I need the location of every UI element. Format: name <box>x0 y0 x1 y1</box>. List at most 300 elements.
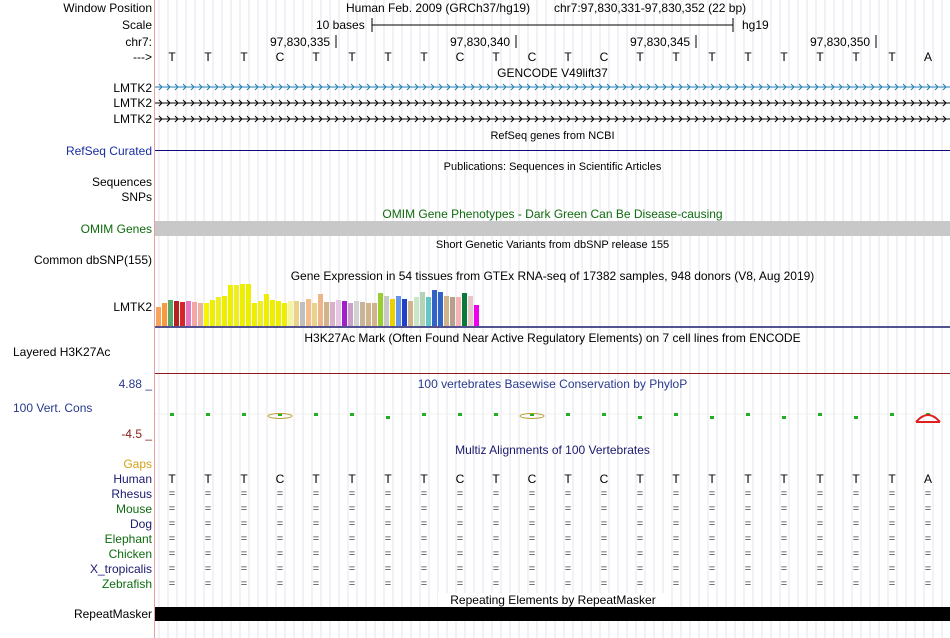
phylop-track-title[interactable]: 100 vertebrates Basewise Conservation by PhyloP <box>417 377 688 391</box>
alignment-match: = <box>780 503 788 515</box>
alignment-match: = <box>384 533 392 545</box>
gencode-transcripts[interactable] <box>155 80 950 128</box>
alignment-match: = <box>924 488 932 500</box>
human-base: T <box>636 472 644 486</box>
human-base: T <box>852 472 860 486</box>
alignment-match: = <box>204 533 212 545</box>
alignment-match: = <box>852 503 860 515</box>
gtex-tissue-bar <box>378 293 383 326</box>
chr-label: chr7: <box>125 35 152 49</box>
alignment-match: = <box>456 518 464 530</box>
alignment-match: = <box>780 533 788 545</box>
refseq-label[interactable]: RefSeq Curated <box>65 144 152 158</box>
human-base: A <box>923 472 932 486</box>
gtex-tissue-bar <box>270 300 275 326</box>
alignment-match: = <box>852 518 860 530</box>
alignment-match: = <box>600 548 608 560</box>
gtex-tissue-bar <box>456 297 461 326</box>
base-letter: T <box>312 50 320 64</box>
gtex-tissue-bar <box>408 301 413 326</box>
alignment-match: = <box>852 578 860 590</box>
multiz-species-label[interactable]: X_tropicalis <box>89 562 152 576</box>
repeatmasker-label[interactable]: RepeatMasker <box>73 607 152 621</box>
alignment-match: = <box>636 563 644 575</box>
human-base: T <box>312 472 320 486</box>
human-base: C <box>599 472 609 486</box>
alignment-match: = <box>276 548 284 560</box>
alignment-match: = <box>600 503 608 515</box>
alignment-match: = <box>276 503 284 515</box>
alignment-match: = <box>816 488 824 500</box>
alignment-match: = <box>456 578 464 590</box>
gtex-tissue-bar <box>324 302 329 326</box>
refseq-transcript-line[interactable] <box>155 150 950 151</box>
phylop-conservation-plot[interactable] <box>155 404 950 430</box>
alignment-match: = <box>528 548 536 560</box>
phylop-mark <box>674 413 678 416</box>
gtex-tissue-bar <box>258 301 263 326</box>
alignment-match: = <box>420 503 428 515</box>
scale-bases-text: 10 bases <box>316 18 365 32</box>
alignment-match: = <box>204 563 212 575</box>
ruler-ticks <box>155 33 950 49</box>
base-letter: T <box>168 50 176 64</box>
alignment-match: = <box>888 488 896 500</box>
alignment-match: = <box>204 518 212 530</box>
gtex-tissue-bar <box>420 292 425 326</box>
gtex-tissue-bar <box>276 301 281 326</box>
alignment-match: = <box>492 518 500 530</box>
base-letter: T <box>852 50 860 64</box>
alignment-match: = <box>708 533 716 545</box>
alignment-match: = <box>456 563 464 575</box>
alignment-match: = <box>204 548 212 560</box>
multiz-species-label[interactable]: Dog <box>129 517 152 531</box>
phylop-mark <box>854 416 858 419</box>
gtex-tissue-bar <box>288 301 293 326</box>
alignment-match: = <box>636 548 644 560</box>
gencode-item-label[interactable]: LMTK2 <box>113 96 152 110</box>
gtex-tissue-bar <box>360 302 365 326</box>
alignment-match: = <box>744 563 752 575</box>
human-base: C <box>527 472 537 486</box>
h3k27ac-label[interactable]: Layered H3K27Ac <box>13 345 111 359</box>
human-base: T <box>240 472 248 486</box>
base-letter: C <box>527 50 537 64</box>
multiz-species-label[interactable]: Zebrafish <box>101 577 152 591</box>
base-letter: T <box>348 50 356 64</box>
gtex-track-title[interactable]: Gene Expression in 54 tissues from GTEx RNA-seq of 17382 samples, 948 donors (V8, Aug 2019) <box>290 269 815 283</box>
alignment-match: = <box>888 518 896 530</box>
alignment-match: = <box>168 548 176 560</box>
human-base: T <box>564 472 572 486</box>
multiz-species-label[interactable]: Elephant <box>104 532 152 546</box>
gtex-tissue-bar <box>372 303 377 326</box>
alignment-match: = <box>492 563 500 575</box>
phylop-mark <box>386 416 390 419</box>
alignment-match: = <box>816 518 824 530</box>
gtex-tissue-bar <box>222 296 227 326</box>
human-base: T <box>168 472 176 486</box>
human-base: T <box>420 472 428 486</box>
alignment-match: = <box>528 563 536 575</box>
base-letter: T <box>816 50 824 64</box>
alignment-match: = <box>348 533 356 545</box>
alignment-match: = <box>672 563 680 575</box>
alignment-match: = <box>276 518 284 530</box>
alignment-match: = <box>276 578 284 590</box>
alignment-match: = <box>456 548 464 560</box>
ruler-number: 97,830,335 <box>270 35 331 49</box>
alignment-match: = <box>600 518 608 530</box>
alignment-match: = <box>204 578 212 590</box>
alignment-match: = <box>276 488 284 500</box>
human-base: T <box>348 472 356 486</box>
alignment-match: = <box>492 533 500 545</box>
omim-label[interactable]: OMIM Genes <box>80 222 152 236</box>
alignment-match: = <box>528 578 536 590</box>
alignment-match: = <box>168 488 176 500</box>
dbsnp-label[interactable]: Common dbSNP(155) <box>33 253 152 267</box>
human-base: T <box>384 472 392 486</box>
alignment-match: = <box>888 548 896 560</box>
human-base: T <box>744 472 752 486</box>
phylop-mark <box>242 413 246 416</box>
ruler-number: 97,830,350 <box>810 35 871 49</box>
alignment-match: = <box>312 533 320 545</box>
alignment-match: = <box>564 578 572 590</box>
position-text: chr7:97,830,331-97,830,352 (22 bp) <box>554 1 747 15</box>
alignment-match: = <box>780 578 788 590</box>
alignment-match: = <box>636 503 644 515</box>
alignment-match: = <box>168 503 176 515</box>
alignment-match: = <box>672 548 680 560</box>
gtex-tissue-bar <box>234 285 239 326</box>
gtex-tissue-bar <box>300 302 305 326</box>
alignment-match: = <box>240 578 248 590</box>
gtex-tissue-bar <box>318 294 323 326</box>
gtex-tissue-bar <box>450 297 455 326</box>
alignment-match: = <box>924 533 932 545</box>
alignment-match: = <box>924 548 932 560</box>
human-base: T <box>204 472 212 486</box>
alignment-match: = <box>348 548 356 560</box>
h3k27ac-baseline <box>155 373 950 374</box>
alignment-match: = <box>420 488 428 500</box>
alignment-match: = <box>384 563 392 575</box>
phylop-mark <box>350 413 354 416</box>
gtex-tissue-bar <box>312 303 317 326</box>
base-letter: T <box>888 50 896 64</box>
phylop-label[interactable]: 100 Vert. Cons <box>13 401 93 415</box>
alignment-match: = <box>888 578 896 590</box>
alignment-match: = <box>240 548 248 560</box>
phylop-mark <box>422 413 426 416</box>
gtex-tissue-bar <box>282 303 287 326</box>
base-letter: A <box>923 50 932 64</box>
alignment-match: = <box>816 533 824 545</box>
alignment-match: = <box>672 518 680 530</box>
multiz-species-label[interactable]: Chicken <box>108 547 152 561</box>
alignment-match: = <box>384 548 392 560</box>
alignment-match: = <box>348 503 356 515</box>
alignment-match: = <box>240 503 248 515</box>
alignment-match: = <box>492 488 500 500</box>
human-base: T <box>888 472 896 486</box>
alignment-match: = <box>456 503 464 515</box>
omim-gene-bar[interactable] <box>155 221 950 236</box>
scale-db-text: hg19 <box>742 18 769 32</box>
gtex-tissue-bar <box>342 301 347 326</box>
publications-label-snps[interactable]: SNPs <box>121 190 152 204</box>
assembly-text: Human Feb. 2009 (GRCh37/hg19) <box>346 1 531 15</box>
gtex-expression-bars[interactable] <box>155 284 950 330</box>
base-letter: T <box>744 50 752 64</box>
base-letter: T <box>240 50 248 64</box>
publications-label-sequences[interactable]: Sequences <box>91 175 152 189</box>
phylop-mark <box>602 413 606 416</box>
phylop-mark <box>206 413 210 416</box>
alignment-match: = <box>564 548 572 560</box>
human-base: T <box>780 472 788 486</box>
gtex-tissue-bar <box>306 299 311 326</box>
alignment-match: = <box>852 488 860 500</box>
omim-track-title[interactable]: OMIM Gene Phenotypes - Dark Green Can Be Disease-causing <box>382 207 723 221</box>
alignment-match: = <box>384 503 392 515</box>
alignment-match: = <box>708 518 716 530</box>
human-base: T <box>672 472 680 486</box>
gtex-tissue-bar <box>240 284 245 326</box>
alignment-match: = <box>348 518 356 530</box>
alignment-match: = <box>816 563 824 575</box>
gtex-tissue-bar <box>174 301 179 326</box>
alignment-match: = <box>744 518 752 530</box>
alignment-match: = <box>744 533 752 545</box>
gtex-tissue-bar <box>198 303 203 326</box>
alignment-match: = <box>636 533 644 545</box>
alignment-match: = <box>888 503 896 515</box>
gencode-track-title[interactable]: GENCODE V49lift37 <box>497 66 608 80</box>
alignment-match: = <box>240 563 248 575</box>
alignment-match: = <box>420 533 428 545</box>
refseq-track-title[interactable]: RefSeq genes from NCBI <box>490 130 615 142</box>
alignment-match: = <box>528 503 536 515</box>
alignment-match: = <box>924 503 932 515</box>
gtex-tissue-bar <box>474 305 479 326</box>
gtex-tissue-bar <box>162 303 167 326</box>
alignment-match: = <box>312 518 320 530</box>
alignment-match: = <box>816 503 824 515</box>
gtex-tissue-bar <box>354 301 359 326</box>
alignment-match: = <box>168 533 176 545</box>
multiz-species-label[interactable]: Rhesus <box>111 487 152 501</box>
phylop-mark <box>458 413 462 416</box>
alignment-match: = <box>168 563 176 575</box>
alignment-match: = <box>888 563 896 575</box>
human-base: T <box>816 472 824 486</box>
alignment-match: = <box>708 503 716 515</box>
alignment-match: = <box>312 548 320 560</box>
gtex-tissue-bar <box>390 299 395 326</box>
phylop-mark <box>494 413 498 416</box>
gtex-tissue-bar <box>168 300 173 326</box>
phylop-mark <box>818 413 822 416</box>
gtex-tissue-bar <box>432 290 437 326</box>
repeatmasker-bar[interactable] <box>155 607 950 621</box>
ruler-number: 97,830,345 <box>630 35 691 49</box>
multiz-track-title[interactable]: Multiz Alignments of 100 Vertebrates <box>455 443 650 457</box>
gencode-item-label[interactable]: LMTK2 <box>113 81 152 95</box>
alignment-match: = <box>672 488 680 500</box>
alignment-match: = <box>312 503 320 515</box>
h3k27ac-track-title[interactable]: H3K27Ac Mark (Often Found Near Active Regulatory Elements) on 7 cell lines from ENCODE <box>304 331 801 345</box>
phylop-mark <box>746 413 750 416</box>
gtex-tissue-bar <box>414 297 419 326</box>
alignment-match: = <box>420 518 428 530</box>
base-letter: T <box>780 50 788 64</box>
alignment-match: = <box>780 518 788 530</box>
alignment-match: = <box>600 578 608 590</box>
alignment-match: = <box>528 518 536 530</box>
gtex-tissue-bar <box>252 303 257 326</box>
gtex-label[interactable]: LMTK2 <box>113 300 152 314</box>
ruler-number: 97,830,340 <box>450 35 511 49</box>
gtex-tissue-bar <box>444 296 449 326</box>
alignment-match: = <box>456 488 464 500</box>
alignment-match: = <box>564 503 572 515</box>
alignment-match: = <box>780 563 788 575</box>
alignment-match: = <box>672 503 680 515</box>
gtex-tissue-bar <box>462 293 467 326</box>
alignment-match: = <box>420 548 428 560</box>
alignment-match: = <box>348 578 356 590</box>
gtex-tissue-bar <box>402 299 407 326</box>
base-letter: T <box>204 50 212 64</box>
base-letter: C <box>599 50 609 64</box>
alignment-match: = <box>384 578 392 590</box>
multiz-species-label[interactable]: Human <box>113 472 152 486</box>
human-base: T <box>708 472 716 486</box>
phylop-mark <box>890 413 894 416</box>
human-base: C <box>275 472 285 486</box>
alignment-match: = <box>420 578 428 590</box>
gtex-tissue-bar <box>264 294 269 326</box>
alignment-match: = <box>852 533 860 545</box>
alignment-match: = <box>924 578 932 590</box>
gtex-tissue-bar <box>384 296 389 326</box>
dbsnp-track-title[interactable]: Short Genetic Variants from dbSNP release 155 <box>435 239 670 251</box>
base-letter: T <box>420 50 428 64</box>
gtex-tissue-bar <box>216 297 221 326</box>
alignment-match: = <box>888 533 896 545</box>
alignment-match: = <box>240 488 248 500</box>
human-base: C <box>455 472 465 486</box>
gtex-tissue-bar <box>186 301 191 326</box>
alignment-match: = <box>636 578 644 590</box>
alignment-match: = <box>744 503 752 515</box>
phylop-mark <box>782 416 786 419</box>
alignment-match: = <box>708 563 716 575</box>
alignment-match: = <box>708 548 716 560</box>
base-letter: T <box>384 50 392 64</box>
alignment-match: = <box>348 488 356 500</box>
multiz-species-label[interactable]: Mouse <box>115 502 152 516</box>
base-letter: T <box>492 50 500 64</box>
gtex-tissue-bar <box>468 296 473 326</box>
phylop-mark <box>170 413 174 416</box>
strand-arrow-label[interactable]: ---> <box>133 50 152 64</box>
gtex-tissue-bar <box>336 300 341 326</box>
alignment-match: = <box>492 548 500 560</box>
scale-bar <box>370 17 736 33</box>
phylop-negative-mark <box>916 415 940 422</box>
alignment-match: = <box>672 578 680 590</box>
alignment-match: = <box>852 563 860 575</box>
gtex-tissue-bar <box>246 284 251 326</box>
base-letter: T <box>564 50 572 64</box>
alignment-match: = <box>924 518 932 530</box>
phylop-mark <box>314 413 318 416</box>
alignment-match: = <box>528 533 536 545</box>
alignment-match: = <box>492 578 500 590</box>
gtex-tissue-bar <box>180 302 185 326</box>
alignment-match: = <box>672 533 680 545</box>
gtex-tissue-bar <box>426 297 431 326</box>
multiz-gaps-label[interactable]: Gaps <box>123 457 152 471</box>
alignment-match: = <box>564 533 572 545</box>
gtex-tissue-bar <box>396 296 401 326</box>
alignment-match: = <box>312 578 320 590</box>
phylop-min-label: -4.5 _ <box>121 427 152 441</box>
base-letter: T <box>708 50 716 64</box>
repeatmasker-track-title[interactable]: Repeating Elements by RepeatMasker <box>438 593 668 607</box>
alignment-match: = <box>564 488 572 500</box>
alignment-match: = <box>780 488 788 500</box>
alignment-match: = <box>600 488 608 500</box>
alignment-match: = <box>924 563 932 575</box>
alignment-match: = <box>168 518 176 530</box>
window-position-label: Window Position <box>63 1 152 15</box>
alignment-match: = <box>636 518 644 530</box>
gtex-tissue-bar <box>228 285 233 326</box>
alignment-match: = <box>600 563 608 575</box>
scale-label: Scale <box>121 18 152 32</box>
alignment-match: = <box>168 578 176 590</box>
alignment-match: = <box>708 578 716 590</box>
base-letter: C <box>275 50 285 64</box>
phylop-mark <box>566 413 570 416</box>
alignment-match: = <box>312 563 320 575</box>
gtex-tissue-bar <box>366 303 371 326</box>
publications-track-title[interactable]: Publications: Sequences in Scientific Articles <box>443 161 662 173</box>
gencode-item-label[interactable]: LMTK2 <box>113 112 152 126</box>
gtex-tissue-bar <box>438 292 443 326</box>
alignment-match: = <box>492 503 500 515</box>
alignment-match: = <box>384 518 392 530</box>
alignment-match: = <box>312 488 320 500</box>
alignment-match: = <box>636 488 644 500</box>
alignment-match: = <box>744 578 752 590</box>
alignment-match: = <box>816 578 824 590</box>
alignment-match: = <box>384 488 392 500</box>
alignment-match: = <box>564 563 572 575</box>
alignment-match: = <box>240 533 248 545</box>
alignment-match: = <box>600 533 608 545</box>
alignment-match: = <box>852 548 860 560</box>
alignment-match: = <box>744 488 752 500</box>
alignment-match: = <box>816 548 824 560</box>
alignment-match: = <box>564 518 572 530</box>
